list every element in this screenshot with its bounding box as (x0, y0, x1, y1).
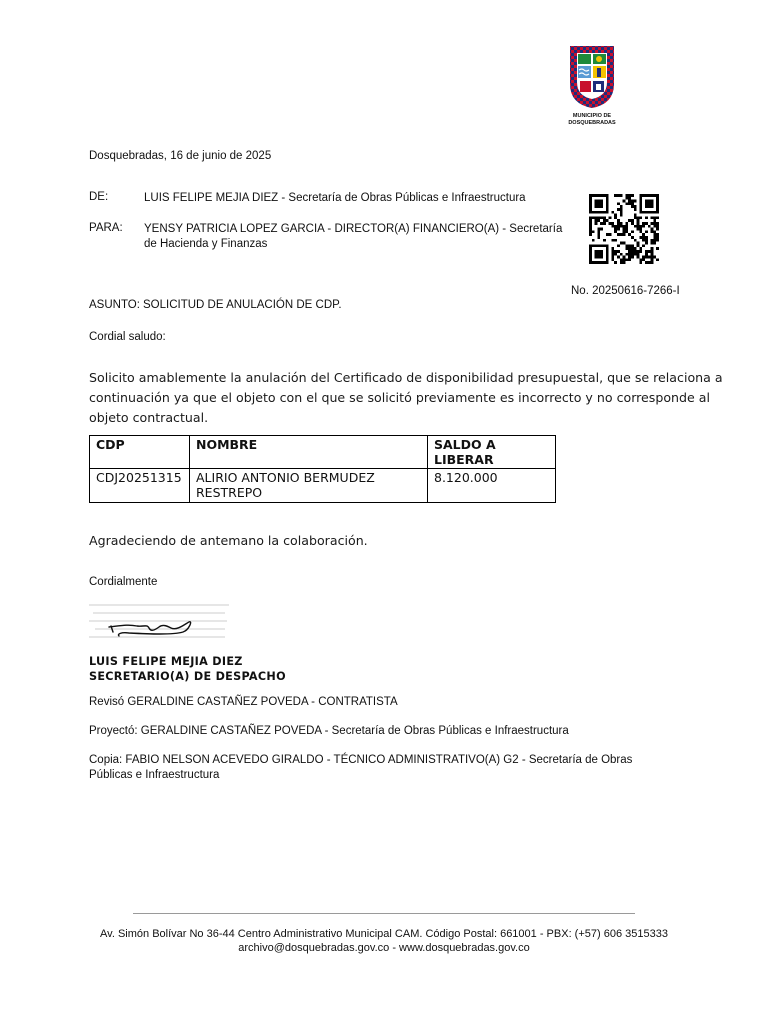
copy-to-line1: Copia: FABIO NELSON ACEVEDO GIRALDO - TÉCNICO ADMINISTRATIVO(A) G2 - Secretaría de Obras (89, 754, 633, 766)
header-nombre: NOMBRE (190, 436, 428, 469)
request-paragraph (89, 368, 723, 428)
request-line: Solicito amablemente la anulación del Certificado de disponibilidad presupuestal, que se relaciona a (89, 370, 723, 385)
table-row (90, 469, 556, 503)
to-value (144, 222, 562, 252)
document-date: Dosquebradas, 16 de junio de 2025 (89, 150, 272, 162)
logo-caption-line1: MUNICIPIO DE (572, 113, 612, 119)
header-cdp: CDP (90, 436, 190, 469)
cell-saldo: 8.120.000 (428, 469, 556, 503)
subject-label: ASUNTO: (89, 299, 140, 311)
prepared-by: Proyectó: GERALDINE CASTAÑEZ POVEDA - Secretaría de Obras Públicas e Infraestructura (89, 725, 569, 737)
coat-of-arms-icon (568, 44, 616, 110)
cell-nombre-line1: ALIRIO ANTONIO BERMUDEZ (196, 470, 375, 485)
to-label: PARA: (89, 222, 123, 234)
footer (0, 928, 768, 955)
cell-nombre-line2: RESTREPO (196, 485, 263, 500)
reviewed-by: Revisó GERALDINE CASTAÑEZ POVEDA - CONTRATISTA (89, 696, 398, 708)
signer-name: LUIS FELIPE MEJIA DIEZ (89, 655, 243, 668)
footer-address: Av. Simón Bolívar No 36-44 Centro Administrativo Municipal CAM. Código Postal: 661001 - PBX: (+57) 606 3515333 (100, 928, 668, 940)
thanks-text: Agradeciendo de antemano la colaboración. (89, 533, 368, 548)
copy-to (89, 753, 632, 783)
municipality-logo (560, 44, 624, 126)
cdp-table (89, 435, 556, 503)
signer-block (89, 654, 286, 684)
cell-nombre (190, 469, 428, 503)
header-saldo (428, 436, 556, 469)
cell-cdp: CDJ20251315 (90, 469, 190, 503)
logo-caption-line2: DOSQUEBRADAS (568, 119, 616, 126)
radicado-number: No. 20250616-7266-I (571, 285, 680, 297)
header-saldo-line2: LIBERAR (434, 452, 494, 467)
from-label: DE: (89, 191, 109, 203)
signature-image (89, 600, 234, 645)
greeting: Cordial saludo: (89, 331, 166, 343)
footer-divider (133, 913, 635, 914)
header-saldo-line1: SALDO A (434, 437, 496, 452)
table-header-row (90, 436, 556, 469)
signer-title: SECRETARIO(A) DE DESPACHO (89, 670, 286, 683)
from-value: LUIS FELIPE MEJIA DIEZ - Secretaría de Obras Públicas e Infraestructura (144, 192, 526, 204)
to-value-line2: de Hacienda y Finanzas (144, 238, 268, 250)
to-value-line1: YENSY PATRICIA LOPEZ GARCIA - DIRECTOR(A) FINANCIERO(A) - Secretaría (144, 223, 563, 235)
qr-code-icon (589, 194, 659, 264)
request-line: continuación ya que el objeto con el que se solicitó previamente es incorrecto y no corresponde al (89, 390, 711, 405)
footer-contact: archivo@dosquebradas.gov.co - www.dosquebradas.gov.co (238, 941, 530, 954)
request-line: objeto contractual. (89, 410, 209, 425)
copy-to-line2: Públicas e Infraestructura (89, 769, 220, 781)
subject-value: SOLICITUD DE ANULACIÓN DE CDP. (143, 299, 342, 311)
closing-text: Cordialmente (89, 576, 158, 588)
